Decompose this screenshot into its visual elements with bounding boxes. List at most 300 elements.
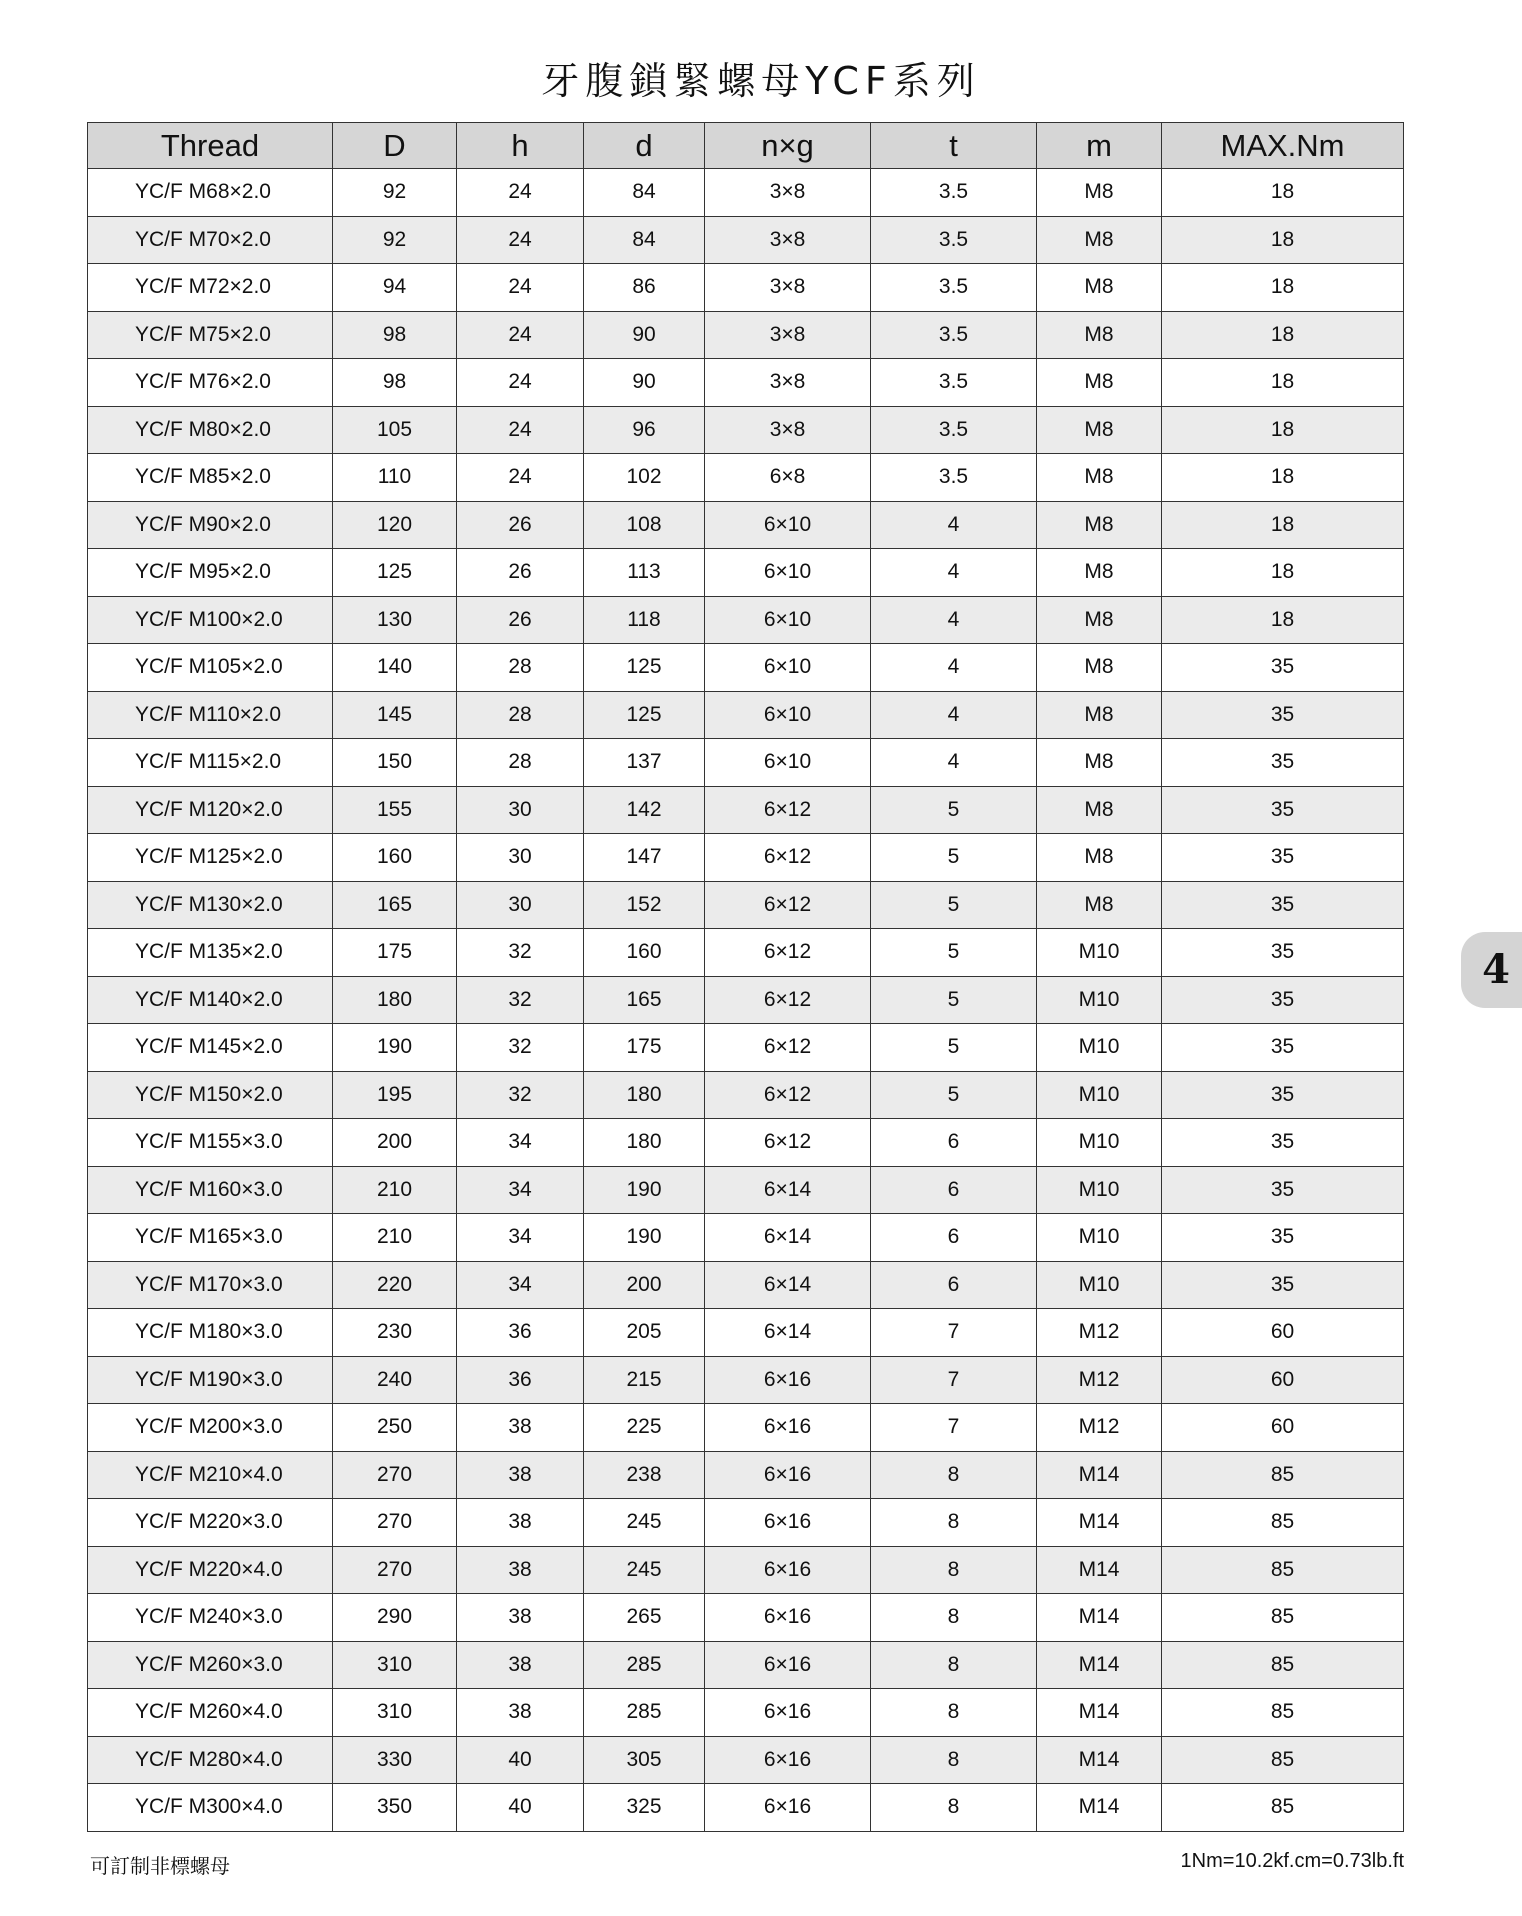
table-cell: 24 [457,454,584,502]
table-cell: 96 [584,406,705,454]
table-cell: 38 [457,1499,584,1547]
spec-table [87,122,1404,1832]
table-row [88,596,1404,644]
table-cell: M8 [1037,216,1162,264]
table-cell: 36 [457,1309,584,1357]
column-header-max-nm: MAX.Nm [1162,123,1404,169]
table-cell: 32 [457,929,584,977]
table-cell: 7 [871,1356,1037,1404]
table-cell: 140 [333,644,457,692]
table-cell: YC/F M280×4.0 [88,1736,333,1784]
table-cell: 6×12 [705,1119,871,1167]
table-cell: 3×8 [705,311,871,359]
table-body [88,169,1404,1832]
table-cell: M14 [1037,1451,1162,1499]
table-cell: YC/F M75×2.0 [88,311,333,359]
table-cell: 8 [871,1784,1037,1832]
table-cell: 35 [1162,691,1404,739]
table-row [88,1689,1404,1737]
table-row [88,1594,1404,1642]
table-cell: 118 [584,596,705,644]
table-cell: 3.5 [871,454,1037,502]
table-cell: 3.5 [871,216,1037,264]
table-row [88,501,1404,549]
table-cell: 18 [1162,406,1404,454]
table-row [88,549,1404,597]
table-row [88,691,1404,739]
table-cell: 145 [333,691,457,739]
table-row [88,1071,1404,1119]
table-row [88,1736,1404,1784]
table-cell: 4 [871,691,1037,739]
table-cell: 85 [1162,1499,1404,1547]
column-header-thread: Thread [88,123,333,169]
table-cell: M14 [1037,1546,1162,1594]
table-cell: 38 [457,1689,584,1737]
table-cell: YC/F M130×2.0 [88,881,333,929]
table-cell: 90 [584,359,705,407]
table-cell: 4 [871,739,1037,787]
table-cell: 98 [333,359,457,407]
table-cell: 265 [584,1594,705,1642]
table-cell: M12 [1037,1404,1162,1452]
table-cell: 18 [1162,359,1404,407]
table-cell: M10 [1037,1261,1162,1309]
table-cell: 32 [457,976,584,1024]
table-cell: 6×12 [705,929,871,977]
table-cell: 18 [1162,216,1404,264]
column-header-t: t [871,123,1037,169]
table-cell: 38 [457,1451,584,1499]
table-cell: 92 [333,216,457,264]
table-cell: M14 [1037,1641,1162,1689]
table-cell: 18 [1162,264,1404,312]
table-cell: 6×10 [705,691,871,739]
table-cell: M8 [1037,834,1162,882]
table-row [88,454,1404,502]
table-cell: YC/F M260×3.0 [88,1641,333,1689]
table-cell: 165 [333,881,457,929]
table-cell: M10 [1037,976,1162,1024]
table-cell: 105 [333,406,457,454]
table-cell: 18 [1162,596,1404,644]
table-cell: 18 [1162,311,1404,359]
table-cell: YC/F M68×2.0 [88,169,333,217]
table-cell: 125 [333,549,457,597]
table-cell: 84 [584,216,705,264]
table-cell: 6×10 [705,739,871,787]
table-cell: 6×12 [705,786,871,834]
column-header-d: d [584,123,705,169]
table-cell: 6×14 [705,1166,871,1214]
table-cell: 38 [457,1546,584,1594]
table-cell: 190 [333,1024,457,1072]
table-cell: 3.5 [871,169,1037,217]
table-cell: 6×10 [705,549,871,597]
table-cell: 35 [1162,1119,1404,1167]
table-cell: 60 [1162,1404,1404,1452]
table-cell: M8 [1037,549,1162,597]
table-cell: 26 [457,501,584,549]
table-cell: 18 [1162,169,1404,217]
table-cell: 28 [457,691,584,739]
table-cell: 180 [333,976,457,1024]
table-cell: 40 [457,1784,584,1832]
table-cell: 270 [333,1499,457,1547]
table-cell: 5 [871,881,1037,929]
table-cell: M8 [1037,596,1162,644]
table-cell: 6×12 [705,881,871,929]
table-cell: 5 [871,786,1037,834]
table-cell: 165 [584,976,705,1024]
table-cell: 6×12 [705,976,871,1024]
table-cell: 190 [584,1214,705,1262]
table-cell: 180 [584,1071,705,1119]
table-cell: 108 [584,501,705,549]
table-cell: 34 [457,1261,584,1309]
table-row [88,1784,1404,1832]
page-number-tab: 4 [1461,932,1522,1008]
table-cell: M8 [1037,786,1162,834]
table-cell: 4 [871,596,1037,644]
table-cell: 4 [871,644,1037,692]
table-cell: YC/F M76×2.0 [88,359,333,407]
table-cell: YC/F M145×2.0 [88,1024,333,1072]
table-cell: 24 [457,216,584,264]
table-cell: M8 [1037,406,1162,454]
table-cell: 18 [1162,501,1404,549]
table-cell: 60 [1162,1309,1404,1357]
table-cell: 3×8 [705,216,871,264]
table-cell: 310 [333,1641,457,1689]
table-cell: M10 [1037,1024,1162,1072]
table-cell: 4 [871,501,1037,549]
table-cell: 8 [871,1546,1037,1594]
table-row [88,1261,1404,1309]
table-cell: 125 [584,644,705,692]
table-row [88,1641,1404,1689]
table-row [88,311,1404,359]
table-cell: 155 [333,786,457,834]
table-cell: 6×10 [705,596,871,644]
table-cell: 3.5 [871,359,1037,407]
table-cell: 3×8 [705,359,871,407]
table-cell: 120 [333,501,457,549]
table-cell: 147 [584,834,705,882]
table-cell: M8 [1037,644,1162,692]
table-cell: 195 [333,1071,457,1119]
table-row [88,976,1404,1024]
table-cell: 285 [584,1641,705,1689]
table-cell: 85 [1162,1784,1404,1832]
table-cell: 6×12 [705,834,871,882]
table-cell: YC/F M100×2.0 [88,596,333,644]
table-cell: YC/F M85×2.0 [88,454,333,502]
table-cell: 6×14 [705,1214,871,1262]
table-header-row [88,123,1404,169]
table-cell: 38 [457,1641,584,1689]
table-cell: 35 [1162,739,1404,787]
table-cell: YC/F M260×4.0 [88,1689,333,1737]
table-cell: M14 [1037,1736,1162,1784]
table-cell: 6×10 [705,644,871,692]
table-cell: 137 [584,739,705,787]
table-cell: 40 [457,1736,584,1784]
table-cell: 7 [871,1404,1037,1452]
custom-order-note: 可訂制非標螺母 [90,1854,230,1878]
table-cell: 85 [1162,1594,1404,1642]
table-cell: 125 [584,691,705,739]
table-cell: 6×16 [705,1594,871,1642]
table-cell: 5 [871,976,1037,1024]
table-cell: 215 [584,1356,705,1404]
table-cell: YC/F M115×2.0 [88,739,333,787]
table-cell: 86 [584,264,705,312]
table-row [88,1024,1404,1072]
table-row [88,929,1404,977]
table-cell: 85 [1162,1736,1404,1784]
table-cell: 34 [457,1119,584,1167]
table-cell: 225 [584,1404,705,1452]
table-cell: YC/F M165×3.0 [88,1214,333,1262]
table-cell: 205 [584,1309,705,1357]
table-cell: 160 [333,834,457,882]
table-cell: 160 [584,929,705,977]
table-cell: M8 [1037,881,1162,929]
table-row [88,359,1404,407]
table-cell: 8 [871,1451,1037,1499]
table-cell: YC/F M240×3.0 [88,1594,333,1642]
table-cell: 18 [1162,454,1404,502]
column-header-nxg: n×g [705,123,871,169]
table-cell: YC/F M200×3.0 [88,1404,333,1452]
table-cell: 3.5 [871,264,1037,312]
table-cell: YC/F M210×4.0 [88,1451,333,1499]
table-cell: M10 [1037,1166,1162,1214]
table-cell: 325 [584,1784,705,1832]
table-cell: YC/F M110×2.0 [88,691,333,739]
table-cell: 3×8 [705,264,871,312]
table-cell: 240 [333,1356,457,1404]
table-cell: 200 [584,1261,705,1309]
table-cell: 6×14 [705,1309,871,1357]
table-cell: M8 [1037,169,1162,217]
table-cell: 245 [584,1499,705,1547]
table-cell: 32 [457,1071,584,1119]
table-cell: YC/F M300×4.0 [88,1784,333,1832]
table-row [88,169,1404,217]
table-cell: 24 [457,311,584,359]
table-cell: YC/F M120×2.0 [88,786,333,834]
table-cell: 30 [457,786,584,834]
table-cell: 250 [333,1404,457,1452]
table-cell: YC/F M150×2.0 [88,1071,333,1119]
table-cell: 175 [333,929,457,977]
table-cell: 30 [457,881,584,929]
table-cell: 8 [871,1641,1037,1689]
table-cell: 4 [871,549,1037,597]
table-cell: 305 [584,1736,705,1784]
table-cell: M14 [1037,1689,1162,1737]
table-cell: 85 [1162,1689,1404,1737]
table-cell: 6×10 [705,501,871,549]
table-cell: M8 [1037,691,1162,739]
table-cell: 290 [333,1594,457,1642]
table-row [88,1214,1404,1262]
table-cell: 8 [871,1736,1037,1784]
table-cell: 35 [1162,834,1404,882]
table-cell: 3.5 [871,311,1037,359]
table-cell: 6×16 [705,1689,871,1737]
table-cell: 6×16 [705,1451,871,1499]
table-cell: M10 [1037,1214,1162,1262]
table-cell: 94 [333,264,457,312]
table-cell: 285 [584,1689,705,1737]
table-cell: 113 [584,549,705,597]
table-cell: 350 [333,1784,457,1832]
table-cell: 26 [457,596,584,644]
table-cell: 85 [1162,1546,1404,1594]
table-cell: M10 [1037,929,1162,977]
table-cell: M8 [1037,311,1162,359]
table-cell: 34 [457,1166,584,1214]
table-cell: M12 [1037,1356,1162,1404]
table-cell: M8 [1037,739,1162,787]
table-row [88,264,1404,312]
table-cell: 6×16 [705,1546,871,1594]
table-cell: YC/F M90×2.0 [88,501,333,549]
table-cell: YC/F M140×2.0 [88,976,333,1024]
table-cell: 5 [871,1024,1037,1072]
table-cell: 6 [871,1119,1037,1167]
table-cell: 35 [1162,881,1404,929]
table-cell: 92 [333,169,457,217]
table-cell: 24 [457,406,584,454]
table-row [88,881,1404,929]
table-cell: 26 [457,549,584,597]
table-cell: 35 [1162,786,1404,834]
table-cell: 38 [457,1594,584,1642]
table-cell: 6 [871,1214,1037,1262]
table-cell: YC/F M135×2.0 [88,929,333,977]
table-cell: YC/F M170×3.0 [88,1261,333,1309]
table-cell: 8 [871,1594,1037,1642]
table-cell: 38 [457,1404,584,1452]
table-cell: M12 [1037,1309,1162,1357]
table-cell: YC/F M105×2.0 [88,644,333,692]
table-cell: 220 [333,1261,457,1309]
table-cell: 6×8 [705,454,871,502]
table-row [88,1166,1404,1214]
table-cell: 210 [333,1214,457,1262]
table-cell: YC/F M155×3.0 [88,1119,333,1167]
table-cell: YC/F M125×2.0 [88,834,333,882]
table-cell: 6×16 [705,1356,871,1404]
table-row [88,1404,1404,1452]
table-cell: M8 [1037,264,1162,312]
table-cell: M14 [1037,1784,1162,1832]
table-cell: 24 [457,169,584,217]
table-cell: YC/F M80×2.0 [88,406,333,454]
table-cell: 35 [1162,1071,1404,1119]
table-cell: 60 [1162,1356,1404,1404]
unit-conversion-note: 1Nm=10.2kf.cm=0.73lb.ft [1180,1850,1404,1872]
table-cell: 6×16 [705,1641,871,1689]
table-cell: 18 [1162,549,1404,597]
table-cell: 6×16 [705,1784,871,1832]
table-cell: 3×8 [705,406,871,454]
table-cell: 5 [871,834,1037,882]
table-row [88,216,1404,264]
table-cell: 5 [871,1071,1037,1119]
column-header-m: m [1037,123,1162,169]
table-cell: 35 [1162,976,1404,1024]
table-cell: 6 [871,1166,1037,1214]
table-cell: 6 [871,1261,1037,1309]
table-cell: 6×16 [705,1499,871,1547]
table-cell: YC/F M220×4.0 [88,1546,333,1594]
table-cell: 6×12 [705,1071,871,1119]
table-cell: 6×16 [705,1404,871,1452]
table-cell: 270 [333,1546,457,1594]
table-cell: 6×12 [705,1024,871,1072]
table-cell: M14 [1037,1499,1162,1547]
column-header-D: D [333,123,457,169]
table-row [88,406,1404,454]
table-cell: 5 [871,929,1037,977]
table-cell: 270 [333,1451,457,1499]
table-cell: 3.5 [871,406,1037,454]
table-cell: 245 [584,1546,705,1594]
table-cell: 84 [584,169,705,217]
table-cell: 32 [457,1024,584,1072]
table-cell: 90 [584,311,705,359]
table-cell: M8 [1037,359,1162,407]
table-cell: 130 [333,596,457,644]
table-cell: 210 [333,1166,457,1214]
table-cell: M10 [1037,1119,1162,1167]
table-cell: 30 [457,834,584,882]
table-row [88,739,1404,787]
table-cell: 6×14 [705,1261,871,1309]
table-cell: 3×8 [705,169,871,217]
table-row [88,644,1404,692]
table-cell: 85 [1162,1451,1404,1499]
table-row [88,834,1404,882]
table-cell: 110 [333,454,457,502]
table-cell: 35 [1162,1261,1404,1309]
table-cell: 330 [333,1736,457,1784]
table-cell: 35 [1162,1166,1404,1214]
table-cell: 35 [1162,644,1404,692]
table-cell: 35 [1162,1214,1404,1262]
table-cell: 230 [333,1309,457,1357]
column-header-h: h [457,123,584,169]
table-row [88,1119,1404,1167]
table-cell: YC/F M95×2.0 [88,549,333,597]
table-cell: 142 [584,786,705,834]
table-row [88,1356,1404,1404]
table-cell: YC/F M180×3.0 [88,1309,333,1357]
table-cell: 34 [457,1214,584,1262]
table-cell: 190 [584,1166,705,1214]
table-row [88,1499,1404,1547]
table-cell: 7 [871,1309,1037,1357]
table-cell: 150 [333,739,457,787]
table-cell: M8 [1037,501,1162,549]
table-cell: 200 [333,1119,457,1167]
table-cell: 85 [1162,1641,1404,1689]
